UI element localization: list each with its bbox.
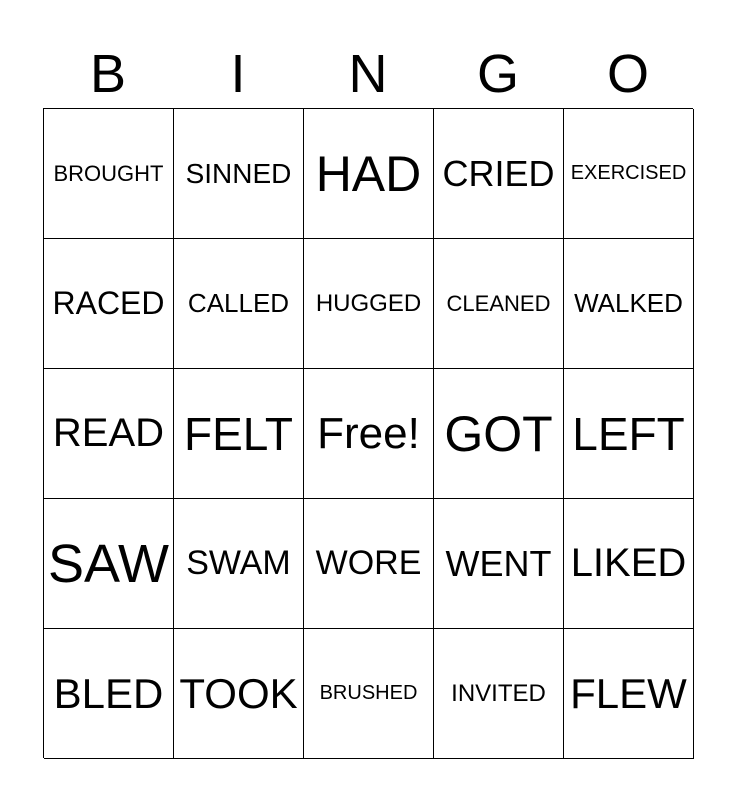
- bingo-cell[interactable]: HAD: [304, 109, 434, 239]
- bingo-cell[interactable]: CLEANED: [434, 239, 564, 369]
- bingo-cell[interactable]: BRUSHED: [304, 629, 434, 759]
- bingo-cell[interactable]: WALKED: [564, 239, 694, 369]
- header-letter-g: G: [476, 44, 519, 104]
- bingo-cell[interactable]: INVITED: [434, 629, 564, 759]
- bingo-cell[interactable]: READ: [44, 369, 174, 499]
- free-space-cell[interactable]: Free!: [304, 369, 434, 499]
- bingo-cell[interactable]: LIKED: [564, 499, 694, 629]
- bingo-cell[interactable]: CALLED: [174, 239, 304, 369]
- bingo-cell[interactable]: CRIED: [434, 109, 564, 239]
- bingo-cell[interactable]: BROUGHT: [44, 109, 174, 239]
- bingo-header: [43, 40, 693, 108]
- bingo-cell[interactable]: GOT: [434, 369, 564, 499]
- header-letter-i: I: [230, 44, 246, 104]
- bingo-cell[interactable]: EXERCISED: [564, 109, 694, 239]
- bingo-cell[interactable]: HUGGED: [304, 239, 434, 369]
- bingo-cell[interactable]: SAW: [44, 499, 174, 629]
- bingo-cell[interactable]: FELT: [174, 369, 304, 499]
- header-letter-o: O: [606, 44, 649, 104]
- bingo-cell[interactable]: FLEW: [564, 629, 694, 759]
- bingo-cell[interactable]: WORE: [304, 499, 434, 629]
- header-letter-b: B: [89, 44, 127, 104]
- bingo-cell[interactable]: LEFT: [564, 369, 694, 499]
- bingo-cell[interactable]: RACED: [44, 239, 174, 369]
- header-letter-n: N: [348, 44, 388, 104]
- bingo-card-grid: [43, 108, 693, 758]
- bingo-cell[interactable]: SWAM: [174, 499, 304, 629]
- bingo-cell[interactable]: TOOK: [174, 629, 304, 759]
- bingo-cell[interactable]: BLED: [44, 629, 174, 759]
- bingo-cell[interactable]: WENT: [434, 499, 564, 629]
- bingo-cell[interactable]: SINNED: [174, 109, 304, 239]
